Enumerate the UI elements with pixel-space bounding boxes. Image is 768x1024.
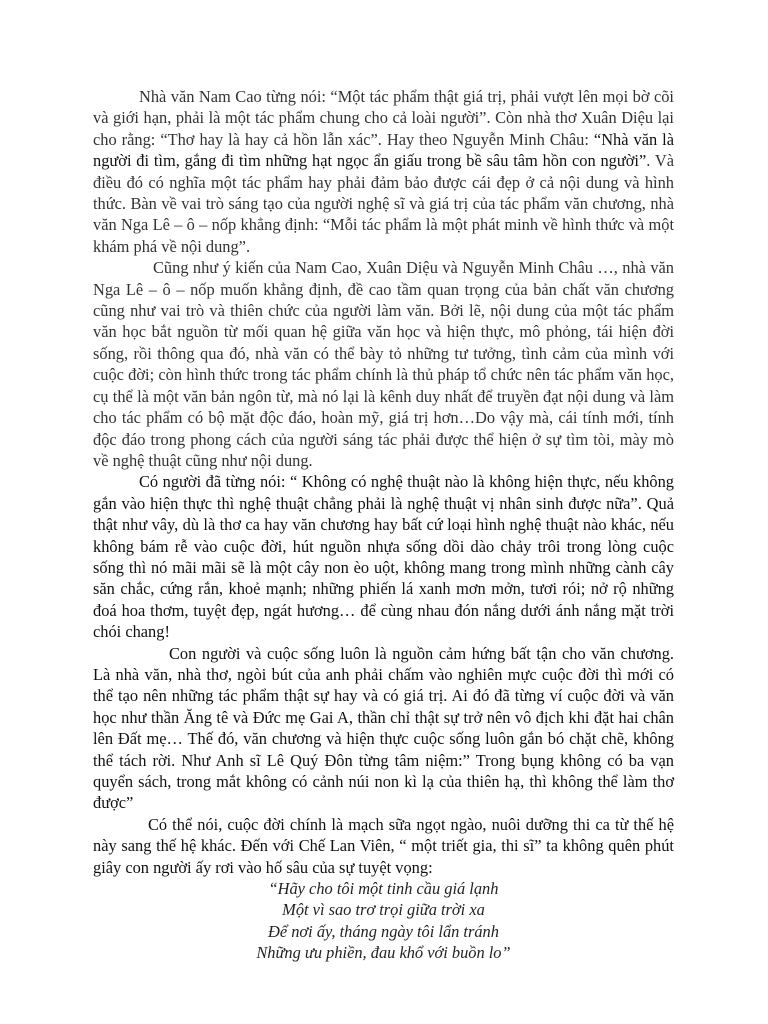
paragraph-5: Có thể nói, cuộc đời chính là mạch sữa ngọt ngào, nuôi dưỡng thi ca từ thế hệ này sang thế hệ khác. Đến với Chế Lan Viên, “ một triết gia, thi sĩ” ta không quên phút giây con người ấy rơi vào hố sâu của sự tuyệt vọng:: [93, 814, 674, 877]
paragraph-1-part-1: Nhà văn Nam Cao từng nói: “Một tác phẩm thật giá trị, phải vượt lên mọi bờ cõi và giới hạn, phải là một tác phẩm chung cho cả loài người”. Còn nhà thơ Xuân Diệu lại cho rằng: “Thơ hay là hay cả hồn lẫn xác”. Hay theo Nguyễn Minh Châu:: [93, 87, 674, 149]
document-page: [93, 86, 674, 964]
poem-line-1: “Hãy cho tôi một tinh cầu giá lạnh: [268, 879, 499, 899]
paragraph-2: Cũng như ý kiến của Nam Cao, Xuân Diệu và Nguyễn Minh Châu …, nhà văn Nga Lê – ô – nốp muốn khẳng định, đề cao tầm quan trọng của bản chất văn chương cũng như vai trò và thiên chức của người làm văn. Bởi lẽ, nội dung của một tác phẩm văn học bắt nguồn từ mối quan hệ giữa văn học và hiện thực, mô phỏng, tái hiện đời sống, rồi thông qua đó, nhà văn có thể bày tỏ những tư tưởng, tình cảm của mình với cuộc đời; còn hình thức trong tác phẩm chính là thủ pháp tổ chức nên tác phẩm văn học, cụ thể là một văn bản ngôn từ, mà nó lại là kênh duy nhất để truyền đạt nội dung và làm cho tác phẩm có bộ mặt độc đáo, hoàn mỹ, giá trị hơn…Do vậy mà, cái tính mới, tính độc đáo trong phong cách của người sáng tác phải được thể hiện ở sự tìm tòi, mày mò về nghệ thuật cũng như nội dung.: [93, 258, 674, 470]
paragraph-1: [93, 86, 674, 257]
paragraph-3: Có người đã từng nói: “ Không có nghệ thuật nào là không hiện thực, nếu không gắn vào hiện thực thì nghệ thuật chẳng phải là nghệ thuật vị nhân sinh được nữa”. Quả thật như vây, dù là thơ ca hay văn chương hay bất cứ loại hình nghệ thuật nào khác, nếu không bám rễ vào cuộc đời, hút nguồn nhựa sống dồi dào chảy trôi trong lòng cuộc sống thì nó mãi mãi sẽ là một cây non èo uột, không mang trong mình những cành cây săn chắc, cứng rắn, khoẻ mạnh; những phiến lá xanh mơn mởn, tươi rói; nở rộ những đoá hoa thơm, tuyệt đẹp, ngát hương… để cùng nhau đón nắng dưới ánh nắng mặt trời chói chang!: [93, 472, 674, 642]
poem-line-4: Những ưu phiền, đau khổ với buồn lo”: [256, 943, 511, 963]
paragraph-4: Con người và cuộc sống luôn là nguồn cảm hứng bất tận cho văn chương. Là nhà văn, nhà thơ, ngòi bút của anh phải chấm vào nghiên mực cuộc đời thì mới có thể tạo nên những tác phẩm thật sự hay và có giá trị. Ai đó đã từng ví cuộc đời và văn học như thần Ăng tê và Đức mẹ Gai A, thần chỉ thật sự trở nên vô địch khi đặt hai chân lên Đất mẹ… Thế đó, văn chương và hiện thực cuộc sống luôn gắn bó chặt chẽ, không thể tách rời. Như Anh sĩ Lê Quý Đôn từng tâm niệm:” Trong bụng không có ba vạn quyển sách, trong mắt không có cảnh núi non kì lạ của thiên hạ, thì không thể làm thơ được”: [93, 643, 674, 813]
poem-line-2: Một vì sao trơ trọi giữa trời xa: [282, 900, 485, 920]
poem-line-3: Để nơi ấy, tháng ngày tôi lẩn tránh: [268, 921, 499, 941]
poem-excerpt: [93, 878, 674, 964]
paragraph-1-part-3: . Và điều đó có nghĩa một tác phẩm hay phải đảm bảo được cái đẹp ở cả nội dung và hình thức. Bàn về vai trò sáng tạo của người nghệ sĩ và giá trị của tác phẩm văn chương, nhà văn Nga Lê – ô – nốp khẳng định: “Mỗi tác phẩm là một phát minh về hình thức và một khám phá về nội dung”.: [93, 151, 674, 256]
nguyen-minh-chau-quote: “Nhà văn là người đi tìm, gắng đi tìm những hạt ngọc ẩn giấu trong bề sâu tâm hồn con người”: [93, 129, 674, 171]
